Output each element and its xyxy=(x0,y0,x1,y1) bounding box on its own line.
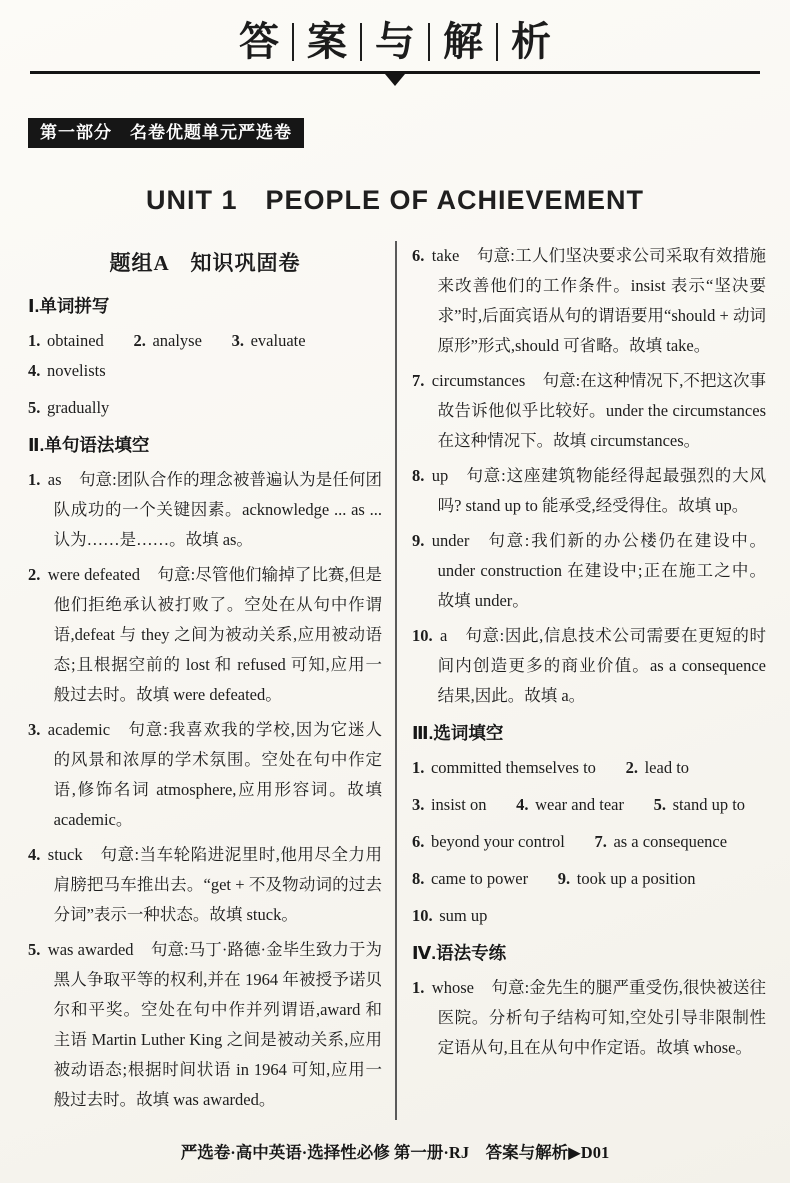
answer-text: novelists xyxy=(46,361,106,380)
answer-text: came to power xyxy=(430,869,529,888)
page-title-char: 答 xyxy=(239,19,279,64)
content-columns xyxy=(28,241,766,1120)
group-heading: 题组A 知识巩固卷 xyxy=(109,251,301,275)
answer-number: 6. xyxy=(412,832,425,851)
explanation-item xyxy=(28,560,382,710)
answer-text: as a consequence xyxy=(613,832,728,851)
answer-text: insist on xyxy=(430,795,487,814)
item-answer: as xyxy=(47,470,62,489)
answer-number: 8. xyxy=(412,869,425,888)
answer-number: 1. xyxy=(412,758,425,777)
header-rule xyxy=(30,71,760,74)
item-number: 1. xyxy=(28,470,41,489)
title-divider-bar xyxy=(428,23,430,61)
item-explanation: 句意:当车轮陷进泥里时,他用尽全力用肩膀把马车推出去。“get + 不及物动词的过去分词”表示一种状态。故填 stuck。 xyxy=(53,845,382,924)
item-number: 5. xyxy=(28,940,41,959)
answer-pair xyxy=(28,398,109,417)
page-title-char: 与 xyxy=(375,19,415,64)
item-explanation: 句意:尽管他们输掉了比赛,但是他们拒绝承认被打败了。空处在从句中作谓语,defeat 与 they 之间为被动关系,应用被动语态;且根据空前的 lost 和 refused 可知,应用一般过去时。故填 were defeated。 xyxy=(53,565,382,704)
item-explanation: 句意:马丁·路德·金毕生致力于为黑人争取平等的权利,并在 1964 年被授予诺贝尔和平奖。空处在句中作并列谓语,award 和主语 Martin Luther King 之间是被动关系,应用被动语态;根据时间状语 in 1964 可知,应用一般过去时。故填 was awarded。 xyxy=(53,940,382,1109)
answer-pair xyxy=(626,758,689,777)
unit-title: UNIT 1 PEOPLE OF ACHIEVEMENT xyxy=(145,185,645,215)
answer-pair xyxy=(412,832,565,851)
item-explanation: 句意:在这种情况下,不把这次事故告诉他似乎比较好。under the circumstances 在这种情况下。故填 circumstances。 xyxy=(437,371,766,450)
item-answer: were defeated xyxy=(47,565,140,584)
answer-text: lead to xyxy=(644,758,690,777)
answer-pair xyxy=(558,869,696,888)
left-column xyxy=(28,241,395,1120)
answer-text: beyond your control xyxy=(430,832,565,851)
answer-number: 5. xyxy=(653,795,667,814)
explanation-item xyxy=(412,461,766,521)
title-divider-bar xyxy=(360,23,362,61)
answer-pair xyxy=(412,869,528,888)
answers-line xyxy=(412,790,766,820)
part-badge: 第一部分 名卷优题单元严选卷 xyxy=(28,118,304,148)
explanation-item xyxy=(28,715,382,835)
item-answer: up xyxy=(431,466,449,485)
answer-pair xyxy=(654,795,745,814)
item-number: 10. xyxy=(412,626,433,645)
item-number: 6. xyxy=(412,246,425,265)
explanation-item xyxy=(412,973,766,1063)
answer-pair xyxy=(594,832,727,851)
answer-number: 3. xyxy=(231,331,244,350)
item-explanation: 句意:这座建筑物能经得起最强烈的大风吗? stand up to 能承受,经受得住。故填 up。 xyxy=(437,466,766,515)
answer-number: 3. xyxy=(412,795,425,814)
answer-pair xyxy=(412,795,486,814)
answer-text: committed themselves to xyxy=(430,758,596,777)
answer-text: wear and tear xyxy=(535,795,624,814)
answer-number: 10. xyxy=(412,906,433,925)
item-explanation: 句意:我喜欢我的学校,因为它迷人的风景和浓厚的学术氛围。空处在句中作定语,修饰名词 atmosphere,应用形容词。故填 academic。 xyxy=(53,720,382,829)
answer-text: analyse xyxy=(152,331,202,350)
title-divider-bar xyxy=(496,23,498,61)
answer-number: 2. xyxy=(625,758,638,777)
item-explanation: 句意:团队合作的理念被普遍认为是任何团队成功的一个关键因素。acknowledge ... as ... 认为……是……。故填 as。 xyxy=(53,470,382,549)
explanation-item xyxy=(28,840,382,930)
section-heading-grammar-practice: Ⅳ.语法专练 xyxy=(412,943,507,963)
item-explanation: 句意:因此,信息技术公司需要在更短的时间内创造更多的商业价值。as a consequence 结果,因此。故填 a。 xyxy=(437,626,766,705)
answer-pair xyxy=(28,331,104,350)
answer-text: evaluate xyxy=(250,331,306,350)
item-answer: a xyxy=(440,626,448,645)
answer-pair xyxy=(28,361,106,380)
answer-pair xyxy=(516,795,624,814)
answers-line xyxy=(28,326,382,386)
answer-pair xyxy=(412,906,487,925)
item-answer: whose xyxy=(431,978,474,997)
section-heading-word-spelling: Ⅰ.单词拼写 xyxy=(28,296,110,316)
title-divider-bar xyxy=(292,23,294,61)
page-title-char: 析 xyxy=(511,19,551,64)
page-title-char: 解 xyxy=(443,19,483,64)
page-title xyxy=(0,0,790,64)
answer-text: took up a position xyxy=(576,869,696,888)
answer-pair xyxy=(232,331,306,350)
answer-number: 5. xyxy=(28,398,41,417)
item-number: 2. xyxy=(28,565,41,584)
answer-number: 1. xyxy=(28,331,41,350)
page-footer: 严选卷·高中英语·选择性必修 第一册·RJ 答案与解析▶D01 xyxy=(180,1143,610,1162)
right-column xyxy=(397,241,766,1120)
item-answer: stuck xyxy=(47,845,83,864)
explanation-item xyxy=(412,621,766,711)
answers-line xyxy=(412,864,766,894)
item-explanation: 句意:金先生的腿严重受伤,很快被送往医院。分析句子结构可知,空处引导非限制性定语从句,且在从句中作定语。故填 whose。 xyxy=(437,978,766,1057)
answer-text: gradually xyxy=(46,398,110,417)
down-triangle-icon xyxy=(385,74,405,86)
item-number: 1. xyxy=(412,978,425,997)
item-explanation: 句意:工人们坚决要求公司采取有效措施来改善他们的工作条件。insist 表示“坚决要求”时,后面宾语从句的谓语要用“should + 动词原形”形式,should 可省略。故填 take。 xyxy=(437,246,766,355)
item-number: 8. xyxy=(412,466,425,485)
item-answer: was awarded xyxy=(47,940,134,959)
explanation-item xyxy=(28,465,382,555)
answer-pair xyxy=(412,758,596,777)
answers-line xyxy=(412,901,766,931)
item-explanation: 句意:我们新的办公楼仍在建设中。under construction 在建设中;正在施工之中。故填 under。 xyxy=(437,531,766,610)
answers-line xyxy=(412,827,766,857)
answer-text: stand up to xyxy=(672,795,746,814)
item-number: 4. xyxy=(28,845,41,864)
answer-number: 4. xyxy=(516,795,529,814)
section-heading-word-choice: Ⅲ.选词填空 xyxy=(412,723,504,743)
item-answer: take xyxy=(431,246,460,265)
answers-line xyxy=(28,393,382,423)
answer-number: 4. xyxy=(28,361,41,380)
explanation-item xyxy=(412,241,766,361)
item-answer: circumstances xyxy=(431,371,526,390)
answer-text: sum up xyxy=(439,906,488,925)
answer-number: 9. xyxy=(557,869,571,888)
explanation-item xyxy=(28,935,382,1115)
answer-pair xyxy=(133,331,201,350)
section-heading-grammar-fill: Ⅱ.单句语法填空 xyxy=(28,435,150,455)
answer-text: obtained xyxy=(46,331,104,350)
answers-line xyxy=(412,753,766,783)
answer-number: 7. xyxy=(594,832,607,851)
answer-number: 2. xyxy=(133,331,146,350)
explanation-item xyxy=(412,526,766,616)
page-title-char: 案 xyxy=(307,19,347,64)
item-number: 7. xyxy=(412,371,425,390)
explanation-item xyxy=(412,366,766,456)
item-number: 3. xyxy=(28,720,41,739)
item-answer: academic xyxy=(47,720,111,739)
item-answer: under xyxy=(431,531,470,550)
item-number: 9. xyxy=(412,531,425,550)
